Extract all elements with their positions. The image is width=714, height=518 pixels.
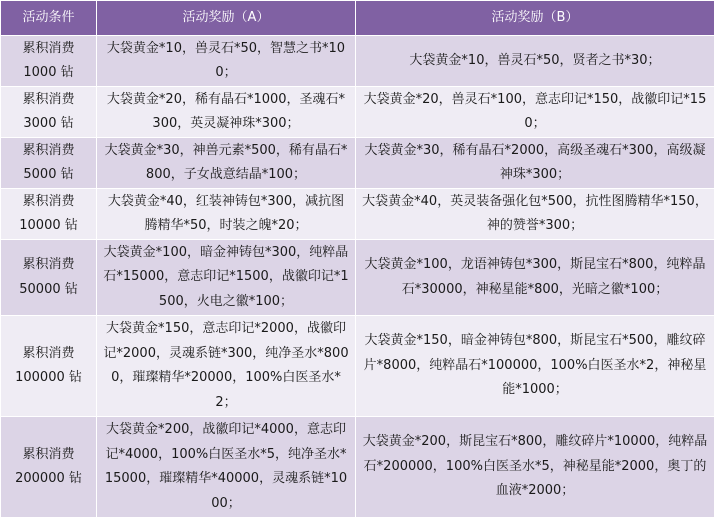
condition-amount: 50000 钻 <box>3 278 94 303</box>
reward-b-cell: 大袋黄金*30，稀有晶石*2000，高级圣魂石*300，高级凝神珠*300； <box>356 138 714 189</box>
condition-amount: 10000 钻 <box>3 214 94 239</box>
reward-a-cell: 大袋黄金*10，兽灵石*50，智慧之书*100； <box>97 36 356 87</box>
condition-amount: 200000 钻 <box>3 467 94 492</box>
reward-b-cell: 大袋黄金*100，龙语神铸包*300，斯昆宝石*800，纯粹晶石*30000，神秘星能*800，光暗之徽*100； <box>356 240 714 316</box>
condition-cell <box>1 36 97 87</box>
reward-b-cell: 大袋黄金*150，暗金神铸包*800，斯昆宝石*500，雕纹碎片*8000，纯粹晶石*100000，100%白医圣水*2，神秘星能*1000； <box>356 316 714 417</box>
header-condition: 活动条件 <box>1 1 97 36</box>
table-row <box>1 316 714 417</box>
header-reward-b: 活动奖励（B） <box>356 1 714 36</box>
reward-a-cell: 大袋黄金*100，暗金神铸包*300，纯粹晶石*15000，意志印记*1500，战徽印记*1500，火电之徽*100； <box>97 240 356 316</box>
table-row <box>1 417 714 518</box>
reward-b-cell: 大袋黄金*10，兽灵石*50，贤者之书*30； <box>356 36 714 87</box>
condition-label: 累积消费 <box>3 342 94 367</box>
condition-cell <box>1 240 97 316</box>
reward-a-cell: 大袋黄金*200，战徽印记*4000，意志印记*4000，100%白医圣水*5，纯净圣水*15000，璀璨精华*40000，灵魂系链*1000； <box>97 417 356 518</box>
condition-label: 累积消费 <box>3 37 94 62</box>
condition-label: 累积消费 <box>3 190 94 215</box>
reward-a-cell: 大袋黄金*30，神兽元素*500，稀有晶石*800，子女战意结晶*100； <box>97 138 356 189</box>
header-row <box>1 1 714 36</box>
reward-a-cell: 大袋黄金*20，稀有晶石*1000，圣魂石*300，英灵凝神珠*300； <box>97 87 356 138</box>
condition-label: 累积消费 <box>3 253 94 278</box>
condition-cell <box>1 316 97 417</box>
reward-b-cell: 大袋黄金*20，兽灵石*100，意志印记*150，战徽印记*150； <box>356 87 714 138</box>
condition-amount: 5000 钻 <box>3 163 94 188</box>
reward-a-cell: 大袋黄金*40，红装神铸包*300，减抗图腾精华*50，时装之魄*20； <box>97 189 356 240</box>
table-row <box>1 138 714 189</box>
condition-label: 累积消费 <box>3 443 94 468</box>
condition-cell <box>1 138 97 189</box>
condition-label: 累积消费 <box>3 139 94 164</box>
condition-cell <box>1 189 97 240</box>
table-row <box>1 36 714 87</box>
reward-b-cell: 大袋黄金*40，英灵装备强化包*500，抗性图腾精华*150，神的赞誉*300； <box>356 189 714 240</box>
reward-a-cell: 大袋黄金*150，意志印记*2000，战徽印记*2000，灵魂系链*300，纯净圣水*8000，璀璨精华*20000，100%白医圣水*2； <box>97 316 356 417</box>
condition-label: 累积消费 <box>3 88 94 113</box>
condition-cell <box>1 87 97 138</box>
condition-amount: 1000 钻 <box>3 61 94 86</box>
table-row <box>1 240 714 316</box>
condition-amount: 100000 钻 <box>3 366 94 391</box>
condition-cell <box>1 417 97 518</box>
reward-b-cell: 大袋黄金*200，斯昆宝石*800，雕纹碎片*10000，纯粹晶石*200000，100%白医圣水*5，神秘星能*2000，奥丁的血液*2000； <box>356 417 714 518</box>
table-row <box>1 189 714 240</box>
condition-amount: 3000 钻 <box>3 112 94 137</box>
table-row <box>1 87 714 138</box>
header-reward-a: 活动奖励（A） <box>97 1 356 36</box>
